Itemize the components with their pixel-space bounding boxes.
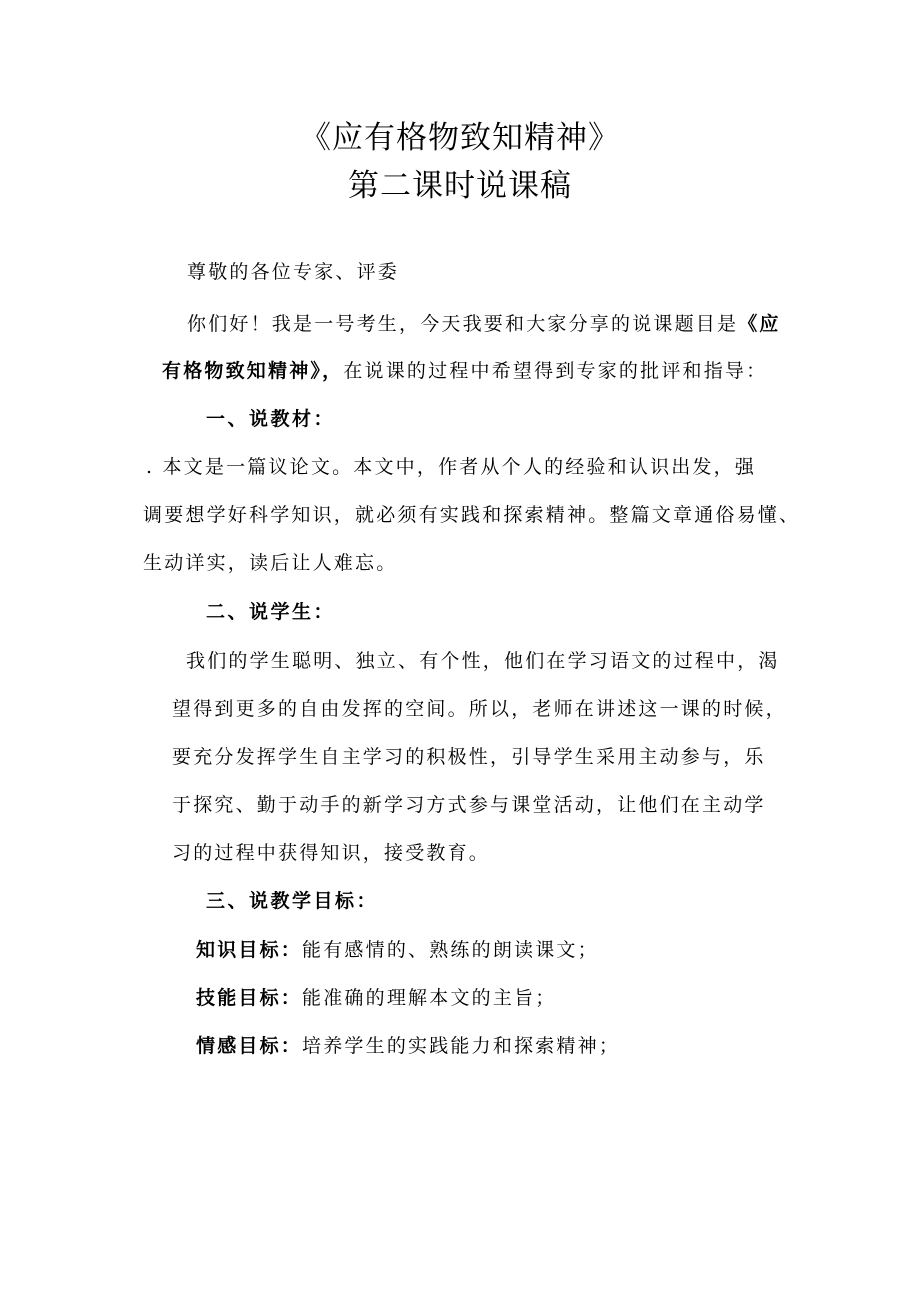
document-title-line2: 第二课时说课稿 (348, 168, 572, 204)
section3-heading: 三、说教学目标： (206, 890, 379, 912)
goal-emotion (196, 1033, 620, 1059)
intro-line2-plain: 在说课的过程中希望得到专家的批评和指导： (343, 360, 768, 382)
goal-label: 知识目标： (196, 939, 303, 961)
section2-heading: 二、说学生： (206, 601, 336, 623)
goal-text: 能准确的理解本文的主旨； (302, 987, 557, 1009)
greeting: 尊敬的各位专家、评委 (187, 261, 400, 283)
section1-line: 生动详实，读后让人难忘。 (143, 552, 398, 574)
intro-line2-bold: 有格物致知精神》， (162, 360, 344, 382)
section1-line: 调要想学好科学知识，就必须有实践和探索精神。整篇文章通俗易懂、 (143, 504, 801, 526)
intro-line1-plain: 你们好！我是一号考生，今天我要和大家分享的说课题目是 (187, 313, 739, 335)
goal-knowledge (196, 937, 599, 963)
goal-text: 能有感情的、熟练的朗读课文； (302, 939, 599, 961)
intro-line1 (187, 311, 781, 337)
section2-line: 于探究、勤于动手的新学习方式参与课堂活动，让他们在主动学 (172, 794, 766, 816)
goal-text: 培养学生的实践能力和探索精神； (302, 1035, 621, 1057)
goal-label: 情感目标： (196, 1035, 303, 1057)
document-title-line1: 《应有格物致知精神》 (300, 120, 620, 156)
section2-line: 我们的学生聪明、独立、有个性，他们在学习语文的过程中，渴 (186, 650, 780, 672)
intro-line1-bold: 《应 (738, 313, 781, 335)
section1-line: . 本文是一篇议论文。本文中，作者从个人的经验和认识出发，强 (146, 456, 757, 478)
section2-line: 望得到更多的自由发挥的空间。所以，老师在讲述这一课的时候， (172, 698, 787, 720)
goal-label: 技能目标： (196, 987, 303, 1009)
intro-line2 (162, 358, 767, 384)
section1-heading: 一、说教材： (206, 408, 336, 430)
section2-line: 要充分发挥学生自主学习的积极性，引导学生采用主动参与，乐 (172, 746, 766, 768)
goal-skill (196, 985, 556, 1011)
section2-line: 习的过程中获得知识，接受教育。 (172, 842, 491, 864)
